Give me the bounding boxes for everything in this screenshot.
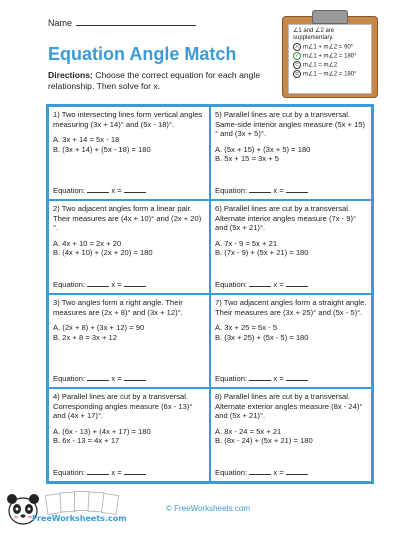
choice-a: A. 3x + 14 = 5x - 18 — [53, 135, 120, 144]
equation-label: Equation: — [53, 279, 86, 289]
problem-question: 8) Parallel lines are cut by a transversal. Alternate exterior angles measure (8x - 24)° and (5x + 21)°. — [215, 392, 363, 420]
clipboard-clip — [312, 10, 348, 24]
problem-1 — [48, 106, 210, 200]
name-label: Name — [48, 18, 73, 28]
clipboard-option-c — [289, 61, 371, 70]
problem-7 — [210, 294, 372, 388]
problem-8 — [210, 388, 372, 482]
option-letter: D — [293, 70, 301, 78]
x-label: x = — [111, 373, 122, 383]
problem-question: 7) Two adjacent angles form a straight angle. Their measures are (3x + 25)° and (5x - 5)°. — [215, 298, 367, 317]
option-text: m∠1 − m∠2 = 180° — [303, 71, 357, 78]
choice-a: A. 4x + 10 = 2x + 20 — [53, 238, 122, 248]
choice-a: A. (6x - 13) + (4x + 17) = 180 — [53, 426, 151, 436]
problem-question: 5) Parallel lines are cut by a transversal. Same-side interior angles measure (5x + 15)° and (3x + 5)°. — [215, 110, 366, 138]
x-blank[interactable] — [124, 279, 146, 287]
directions — [48, 70, 270, 92]
x-blank[interactable] — [286, 279, 308, 287]
directions-label: Directions: — [48, 70, 93, 80]
problem-3 — [48, 294, 210, 388]
x-blank[interactable] — [286, 373, 308, 381]
equation-blank[interactable] — [249, 185, 271, 193]
answer-line — [215, 185, 308, 196]
x-label: x = — [111, 467, 122, 477]
directions-text: Choose the correct equation for each angle relationship. Then solve for x. — [48, 70, 261, 91]
equation-blank[interactable] — [87, 279, 109, 287]
answer-line — [53, 185, 146, 196]
answer-line — [53, 467, 146, 478]
choice-b: B. (3x + 14) + (5x - 18) = 180 — [53, 144, 151, 154]
x-label: x = — [273, 373, 284, 383]
equation-label: Equation: — [215, 185, 248, 195]
problem-6 — [210, 200, 372, 294]
x-label: x = — [111, 185, 122, 195]
choice-b: B. (7x - 9) + (5x + 21) = 180 — [215, 248, 309, 257]
equation-blank[interactable] — [87, 467, 109, 475]
x-blank[interactable] — [124, 185, 146, 193]
equation-blank[interactable] — [249, 279, 271, 287]
choice-b: B. 2x + 8 = 3x + 12 — [53, 332, 117, 342]
name-line — [48, 16, 196, 28]
equation-label: Equation: — [53, 185, 86, 195]
clipboard-illustration — [282, 10, 376, 96]
choice-a: A. (2x + 8) + (3x + 12) = 90 — [53, 323, 145, 332]
choice-b: B. (4x + 10) + (2x + 20) = 180 — [53, 248, 153, 257]
equation-blank[interactable] — [249, 373, 271, 381]
choice-b: B. (8x - 24) + (5x + 21) = 180 — [215, 436, 313, 445]
problem-2 — [48, 200, 210, 294]
x-blank[interactable] — [124, 467, 146, 475]
equation-label: Equation: — [215, 279, 248, 289]
option-text: m∠1 + m∠2 = 180° — [303, 53, 357, 60]
clipboard-option-a — [289, 43, 371, 52]
x-blank[interactable] — [124, 373, 146, 381]
clipboard-option-b — [289, 52, 371, 61]
choice-a: A. 3x + 25 = 5x - 5 — [215, 323, 278, 332]
answer-line — [215, 279, 308, 290]
equation-label: Equation: — [215, 467, 248, 477]
answer-line — [215, 467, 308, 478]
x-label: x = — [273, 279, 284, 289]
choice-a: A. 8x - 24 = 5x + 21 — [215, 426, 282, 436]
clipboard-option-d — [289, 70, 371, 79]
choice-a: A. (5x + 15) + (3x + 5) = 180 — [215, 144, 311, 154]
equation-label: Equation: — [215, 373, 248, 383]
choice-b: B. 5x + 15 = 3x + 5 — [215, 154, 279, 163]
choice-b: B. 6x - 13 = 4x + 17 — [53, 436, 120, 445]
problem-5 — [210, 106, 372, 200]
x-blank[interactable] — [286, 185, 308, 193]
problem-question: 1) Two intersecting lines form vertical angles measuring (3x + 14)° and (5x - 18)°. — [53, 110, 203, 129]
answer-line — [53, 373, 146, 384]
problem-question: 6) Parallel lines are cut by a transversal. Alternate interior angles measure (7x - 9)° and (5x + 21)°. — [215, 204, 357, 232]
name-field[interactable] — [76, 16, 196, 26]
equation-label: Equation: — [53, 373, 86, 383]
answer-line — [215, 373, 308, 384]
equation-blank[interactable] — [87, 185, 109, 193]
problem-question: 3) Two angles form a right angle. Their measures are (2x + 8)° and (3x + 12)°. — [53, 298, 183, 317]
choice-b: B. (3x + 25) + (5x - 5) = 180 — [215, 332, 309, 342]
x-label: x = — [273, 185, 284, 195]
x-label: x = — [111, 279, 122, 289]
equation-blank[interactable] — [87, 373, 109, 381]
option-letter: C — [293, 61, 301, 69]
option-text: m∠1 = m∠2 — [303, 62, 338, 69]
page-title: Equation Angle Match — [48, 44, 237, 64]
x-blank[interactable] — [286, 467, 308, 475]
clipboard-title: ∠1 and ∠2 are supplementary. — [293, 28, 335, 41]
option-text: m∠1 + m∠2 = 90° — [303, 44, 354, 51]
site-logo[interactable]: FreeWorksheets.com — [32, 514, 127, 523]
problem-grid — [46, 104, 374, 484]
equation-label: Equation: — [53, 467, 86, 477]
copyright-link[interactable]: © FreeWorksheets.com — [166, 504, 250, 513]
equation-blank[interactable] — [249, 467, 271, 475]
problem-question: 4) Parallel lines are cut by a transversal. Corresponding angles measure (6x - 13)° and (4x + 17)°. — [53, 392, 193, 420]
worksheet-thumbnails — [46, 490, 124, 514]
clipboard-paper — [288, 24, 372, 94]
problem-4 — [48, 388, 210, 482]
check-icon: ✓ — [293, 52, 301, 60]
x-label: x = — [273, 467, 284, 477]
problem-question: 2) Two adjacent angles form a linear pair. Their measures are (4x + 10)° and (2x + 20)°. — [53, 204, 202, 232]
answer-line — [53, 279, 146, 290]
option-letter: A — [293, 43, 301, 51]
choice-a: A. 7x - 9 = 5x + 21 — [215, 238, 278, 248]
